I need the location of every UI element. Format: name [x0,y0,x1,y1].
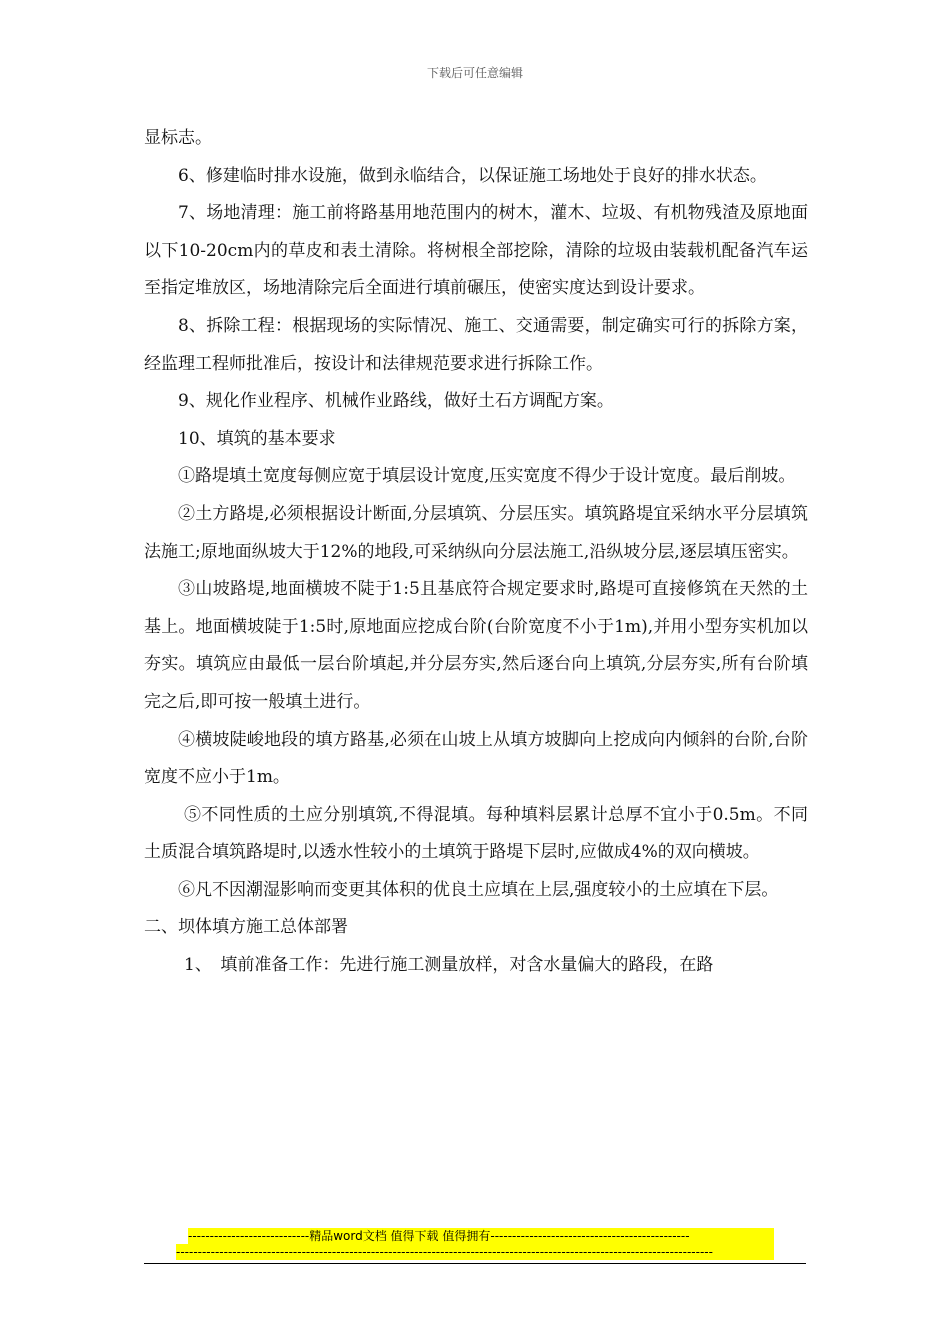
paragraph: 6、修建临时排水设施，做到永临结合，以保证施工场地处于良好的排水状态。 [178,165,767,186]
document-body [144,120,808,985]
paragraph: ②土方路堤,必须根据设计断面,分层填筑、分层压实。填筑路堤宜采纳水平分层填筑法施工;原地面纵坡大于12%的地段,可采纳纵向分层法施工,沿纵坡分层,逐层填压密实。 [144,503,808,562]
paragraph: 7、场地清理：施工前将路基用地范围内的树木，灌木、垃圾、有机物残渣及原地面以下10-20cm内的草皮和表土清除。将树根全部挖除，清除的垃圾由装载机配备汽车运至指定堆放区，场地清除完后全面进行填前碾压，使密实度达到设计要求。 [144,203,808,299]
paragraph: 10、填筑的基本要求 [178,428,336,449]
paragraph: ①路堤填土宽度每侧应宽于填层设计宽度,压实宽度不得少于设计宽度。最后削坡。 [178,466,796,487]
footer-banner [176,1228,774,1260]
footer-banner-line: ----------------------------精品word文档 值得下载 值得拥有---------------------------------------------- [188,1228,774,1244]
header-note: 下载后可任意编辑 [426,66,523,80]
paragraph: ⑤不同性质的土应分别填筑,不得混填。每种填料层累计总厚不宜小于0.5m。不同土质混合填筑路堤时,以透水性较小的土填筑于路堤下层时,应做成4%的双向横坡。 [144,804,808,863]
footer-divider [144,1263,806,1264]
paragraph: 9、规化作业程序、机械作业路线，做好土石方调配方案。 [178,391,614,412]
paragraph: ④横坡陡峻地段的填方路基,必须在山坡上从填方坡脚向上挖成向内倾斜的台阶,台阶宽度不应小于1m。 [144,729,808,788]
section-heading: 二、坝体填方施工总体部署 [144,917,348,938]
paragraph: 8、拆除工程：根据现场的实际情况、施工、交通需要，制定确实可行的拆除方案，经监理工程师批准后，按设计和法律规范要求进行拆除工作。 [144,315,808,374]
paragraph: ⑥凡不因潮湿影响而变更其体积的优良土应填在上层,强度较小的土应填在下层。 [178,879,779,900]
footer-banner-line: ---------------------------------------------------------------------------------------------------------------------------- [176,1244,774,1260]
paragraph: 1、 填前准备工作：先进行施工测量放样，对含水量偏大的路段，在路 [184,955,714,976]
paragraph: ③山坡路堤,地面横坡不陡于1:5且基底符合规定要求时,路堤可直接修筑在天然的土基上。地面横坡陡于1:5时,原地面应挖成台阶(台阶宽度不小于1m),并用小型夯实机加以夯实。填筑应由最低一层台阶填起,并分层夯实,然后逐台向上填筑,分层夯实,所有台阶填完之后,即可按一般填土进行。 [144,579,808,712]
paragraph: 显标志。 [144,128,212,148]
